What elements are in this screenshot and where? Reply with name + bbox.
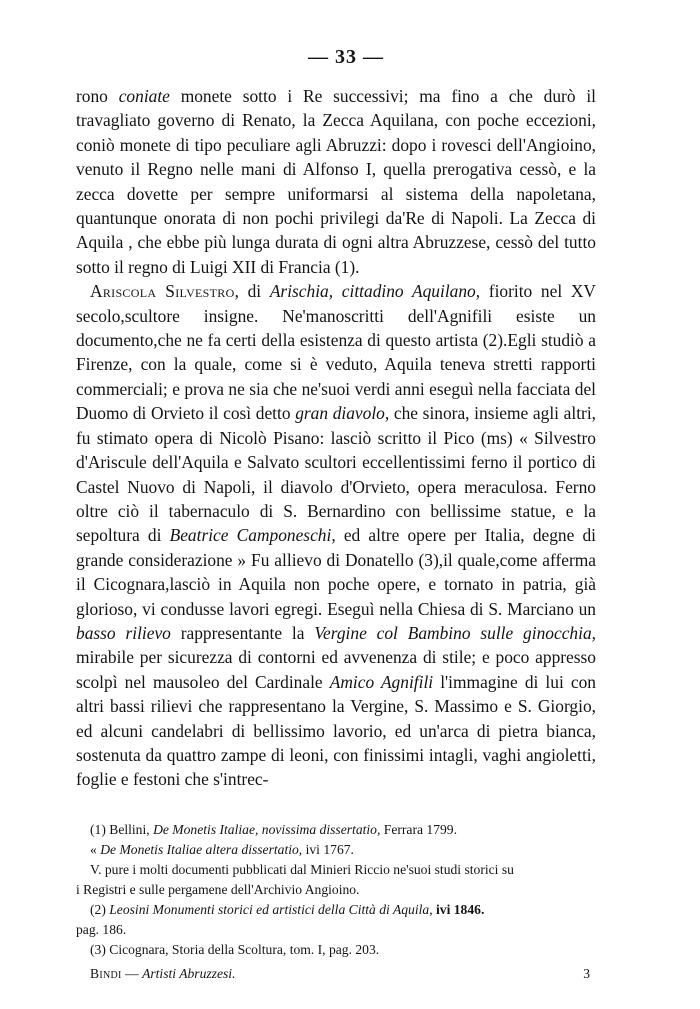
text-run: che sinora, insieme agli altri, fu stimato opera di Nicolò Pisano: lasciò scritto il Pico (ms) « Silvestro d'Ariscule dell'Aquila e Salvato scultori eccellentissimi ferno il portico di Castel Nuovo di Napoli, il diavolo d'Orvieto, opera meraculosa. Ferno oltre ciò il tabernaculo di S. Bernardino con bellissime statue, e la sepoltura di [76, 403, 597, 546]
footer-author: Bindi [90, 965, 122, 981]
footnotes [76, 820, 596, 960]
text-run: ed altre opere per Italia, degne di grande considerazione » Fu allievo di Donatello (3),il quale,come afferma il Cicognara,lasciò in Aquila non poche opere, e tornato in patria, già glorioso, vi condusse lavori egregi. Eseguì nella Chiesa di S. Marciano un [76, 525, 597, 619]
footnote-title: De Monetis Italiae altera dissertatio, [100, 841, 303, 857]
running-footer [90, 964, 235, 984]
text-run: ivi 1846. [432, 901, 485, 917]
text-run: rappresentante la [170, 622, 315, 643]
footnote-title: De Monetis Italiae, novissima dissertatio, [153, 821, 381, 837]
italic-origin: Arischia, cittadino Aquilano, [269, 281, 481, 302]
text-run: mirabile per sicurezza di contorni ed avvenenza di stile; e poco appresso scolpì nel mausoleo del Cardinale [76, 647, 596, 692]
footer-book-title: Artisti Abruzzesi. [142, 965, 236, 981]
footer-line [76, 964, 596, 984]
italic-beatrice: Beatrice Camponeschi, [169, 525, 336, 546]
footnote-2 [76, 900, 596, 920]
text-run: , di [234, 281, 270, 302]
footnote-title: Leosini Monumenti storici ed artistici della Città di Aquila, [109, 901, 433, 917]
signature-mark: 3 [583, 965, 590, 981]
italic-coniate: coniate [118, 86, 170, 106]
footnote-1c: V. pure i molti documenti pubblicati dal Minieri Riccio ne'suoi studi storici su [90, 861, 514, 877]
italic-gran-diavolo: gran diavolo, [295, 403, 390, 424]
text-run: monete sotto i Re successivi; ma fino a che durò il travagliato governo di Renato, la Zecca Aquilana, con poche eccezioni, coniò monete di tipo peculiare agli Abruzzi: dopo i rovesci dell'Angioino, venuto il Regno nelle mani di Alfonso I, quella prerogativa cessò, e la zecca dovette per sempre uniformarsi al sistema della napoletana, quantunque onorata di non pochi privilegi da'Re di Napoli. La Zecca di Aquila , che ebbe più lunga durata di ogni altra Abruzzese, cessò del tutto sotto il regno di Luigi XII di Francia (1). [76, 86, 596, 277]
italic-basso-rilievo: basso rilievo [76, 622, 171, 643]
text-run: ivi 1767. [302, 841, 354, 857]
entry-name-ariscola: Ariscola Silvestro [90, 281, 235, 302]
paragraph-ariscola [76, 279, 596, 792]
footer-dash: — [121, 965, 143, 981]
text-run: Ferrara 1799. [380, 821, 457, 837]
italic-amico-agnifili: Amico Agnifili [329, 671, 434, 692]
footnote-2c: pag. 186. [76, 921, 127, 937]
text-run: l'immagine di lui con altri bassi rilievi che rappresentano la Vergine, S. Massimo e S. Giorgio, ed alcuni candelabri di bellissimo lavorio, ed un'arca di pietra bianca, sostenuta da quattro zampe di leoni, con finissimi intagli, vaghi angioletti, foglie e festoni che s'intrec- [76, 671, 596, 790]
footnote-1 [76, 820, 596, 840]
text-run: (1) Bellini, [90, 821, 154, 837]
footnote-3: (3) Cicognara, Storia della Scoltura, tom. I, pag. 203. [90, 941, 380, 957]
footnote-1d: i Registri e sulle pergamene dell'Archivio Angioino. [76, 881, 360, 897]
text-run: fiorito nel XV secolo,scultore insigne. Ne'manoscritti dell'Agnifili esiste un documento,che ne fa certi della esistenza di questo artista (2).Egli studiò a Firenze, con la quale, come si è veduto, Aquila teneva stretti rapporti commerciali; e prova ne sia che ne'suoi verdi anni eseguì nella facciata del Duomo di Orvieto il così detto [76, 281, 596, 424]
page-number: — 33 — [308, 46, 384, 68]
body-text [76, 84, 596, 792]
text-run: rono [76, 86, 119, 106]
italic-vergine: Vergine col Bambino sulle ginocchia, [314, 622, 596, 643]
text-run: « [90, 841, 101, 857]
footnote-1b [76, 840, 596, 860]
paragraph-zecca [76, 84, 596, 279]
text-run: (2) [90, 901, 110, 917]
